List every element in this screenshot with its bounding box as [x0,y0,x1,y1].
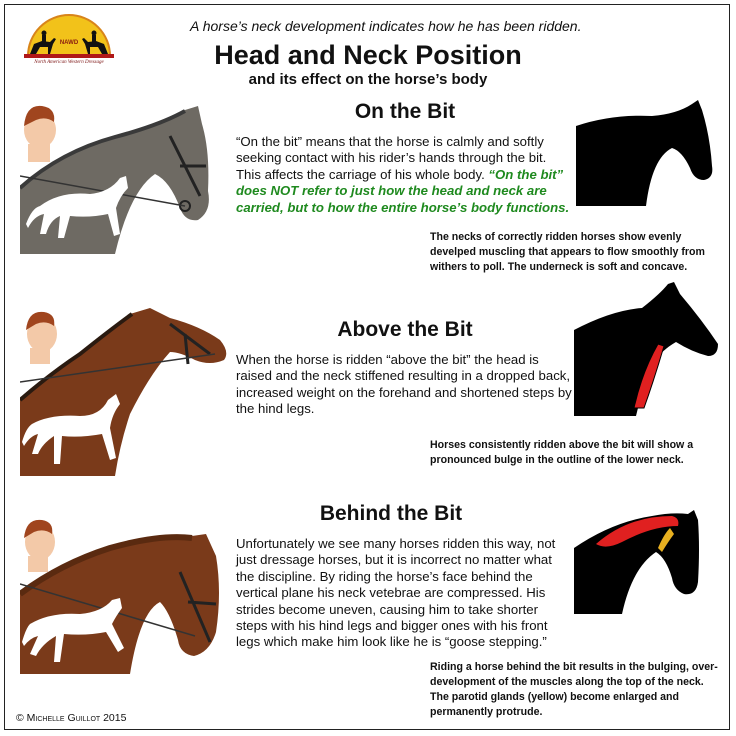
section-body-on-the-bit [236,134,572,216]
note-above-the-bit: Horses consistently ridden above the bit will show a pronounced bulge in the outline of the lower neck. [430,439,694,466]
section-title-behind-the-bit: Behind the Bit [319,502,463,525]
section-title-on-the-bit: On the Bit [354,100,456,123]
on-the-bit-illustration [20,96,214,254]
neck-silhouette-on-the-bit [572,96,718,206]
tagline: A horse’s neck development indicates how he has been ridden. [190,18,582,34]
neck-silhouette-above-the-bit [572,280,720,416]
copyright: © Michelle Guillot 2015 [16,712,127,724]
page-subtitle: and its effect on the horse’s body [248,71,488,88]
note-behind-the-bit: Riding a horse behind the bit results in the bulging, over-development of the muscles along the top of the neck. The parotid glands (yellow) become enlarged and permanently protrude. [430,661,718,718]
note-on-the-bit: The necks of correctly ridden horses show evenly develped muscling that appears to flow smoothly from withers to poll. The underneck is soft and concave. [430,231,705,273]
neck-silhouette-behind-the-bit [572,508,720,614]
logo-text: NAWD [59,40,79,46]
highlight-text-on-the-bit: “On the bit” does NOT refer to just how the head and neck are carried, but to how the entire horse’s body functions. [236,166,570,215]
page-title: Head and Neck Position [214,40,522,70]
section-text-above-the-bit: When the horse is ridden “above the bit” the head is raised and the neck stiffened resulting in a dropped back, increased weight on the forehand and shortened steps by the hind legs. [236,352,572,417]
logo-caption: North American Western Dressage [34,60,104,65]
section-text-behind-the-bit: Unfortunately we see many horses ridden this way, not just dressage horses, but it is incorrect no matter what the discipline. By riding the horse’s face behind the vertical plane his neck vetebrae are compressed. His strides become uneven, causing him to take shorter steps with his hind legs and bigger ones with his front legs which make him look like he is “goose stepping.” [236,536,556,650]
section-title-above-the-bit: Above the Bit [337,318,473,341]
above-the-bit-illustration [20,304,230,476]
section-text-on-the-bit: “On the bit” means that the horse is calmly and softly seeking contact with his rider’s hands through the bit. This affects the carriage of his whole body. [236,134,547,182]
behind-the-bit-illustration [20,512,222,674]
